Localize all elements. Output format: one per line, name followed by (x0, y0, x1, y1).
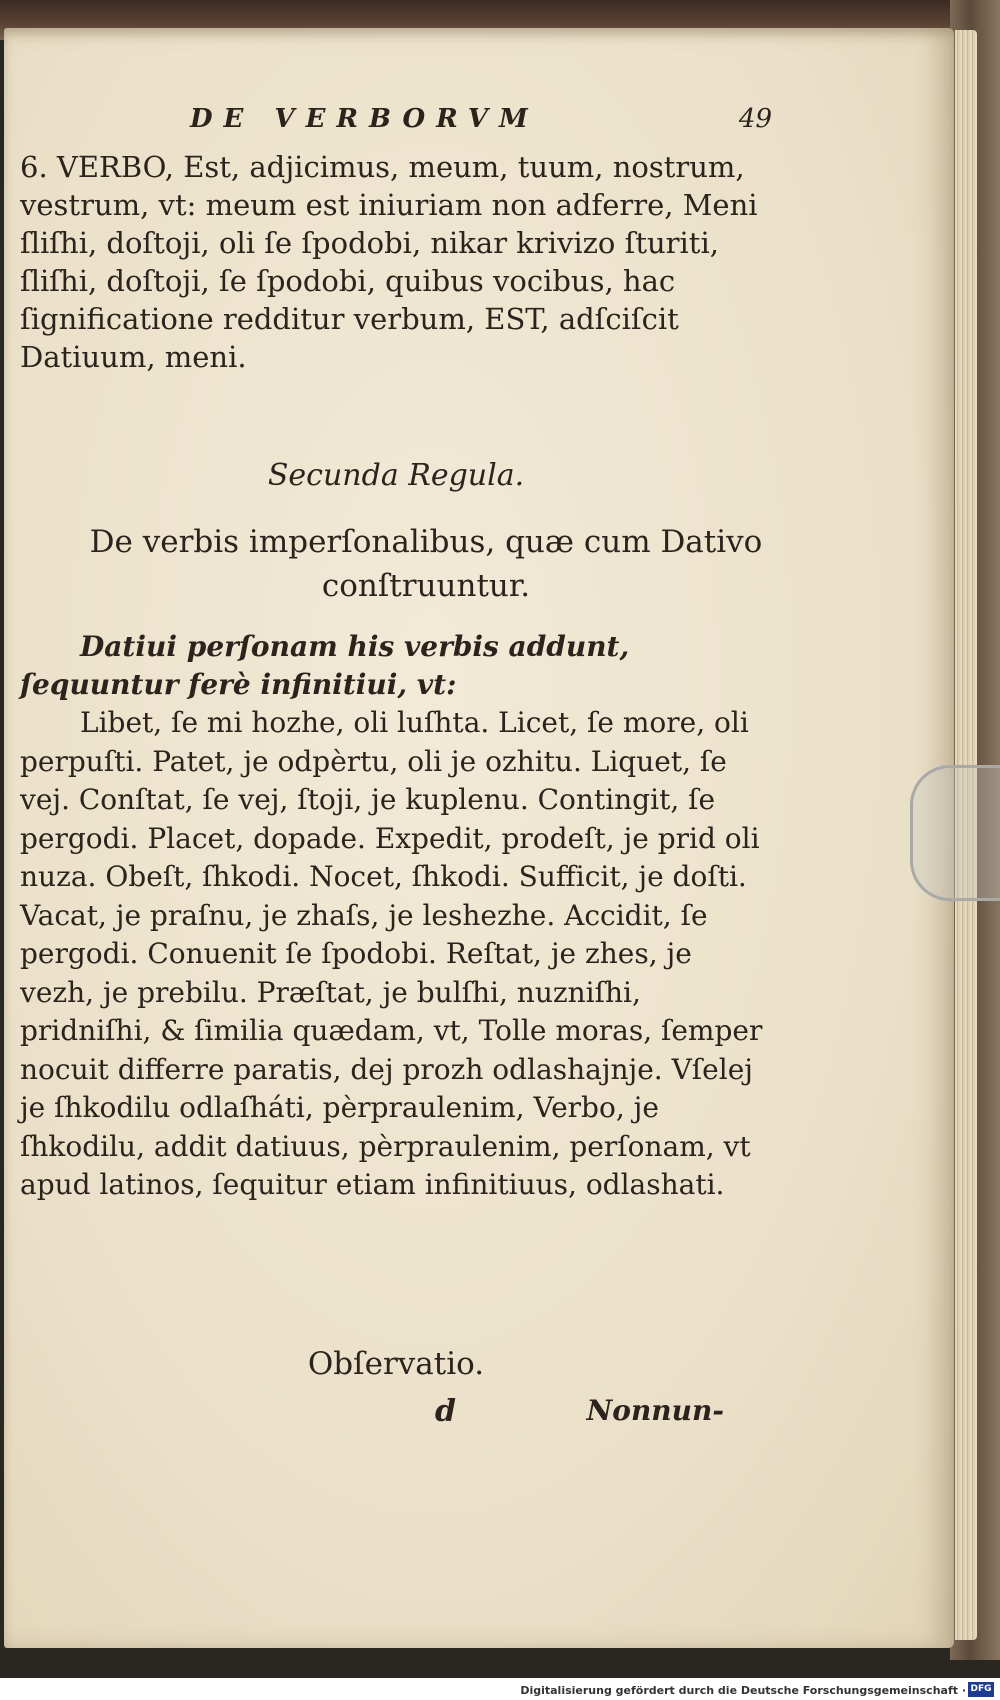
signature-mark: d (435, 1394, 456, 1429)
page-header (20, 104, 772, 144)
footer-bar (0, 1678, 1000, 1700)
paragraph-verbo-est: 6. VERBO, Est, adjicimus, meum, tuum, nostrum, vestrum, vt: meum est iniuriam non adferre, Meni ſliſhi, doſtoji, oli ſe ſpodobi, nikar krivizo ſturiti, ſliſhi, doſtoji, ſe ſpodobi, quibus vocibus, hac ſignificatione redditur verbum, EST, adſciſcit Datiuum, meni. (20, 150, 758, 374)
section-subtitle: De verbis imperſonalibus, quæ cum Dativo conſtruuntur. (89, 524, 763, 604)
dfg-logo: DFG (968, 1682, 994, 1697)
page-number: 49 (738, 104, 772, 134)
section-heading: Secunda Regula. (267, 458, 525, 493)
rule-body (20, 628, 772, 1205)
page-foot (20, 1394, 772, 1434)
footer-credit: Digitalisierung gefördert durch die Deutsche Forschungsgemeinschaft · (520, 1684, 966, 1697)
paragraph-datiui: Datiui perſonam his verbis addunt, ſequuntur ferè infinitiui, vt: (20, 630, 630, 701)
paragraph-verb-list: Libet, ſe mi hozhe, oli luſhta. Licet, ſe more, oli perpuſti. Patet, je odpèrtu, oli je ozhitu. Liquet, ſe vej. Conſtat, ſe vej, ſtoji, je kuplenu. Contingit, ſe pergodi. Placet, dopade. Expedit, prodeſt, je prid oli nuza. Obeſt, ſhkodi. Nocet, ſhkodi. Sufficit, je doſti. Vacat, je praſnu, je zhaſs, je leshezhe. Accidit, ſe pergodi. Conuenit ſe ſpodobi. Reſtat, je zhes, je vezh, je prebilu. Præſtat, je bulſhi, nuzniſhi, pridniſhi, & ſimilia quædam, vt, Tolle moras, ſemper nocuit differre paratis, dej prozh odlashajnje. Vſelej je ſhkodilu odlaſháti, pèrpraulenim, Verbo, je ſhkodilu, addit datiuus, pèrpraulenim, perſonam, vt apud latinos, ſequitur etiam infinitiuus, odlashati. (20, 706, 763, 1201)
observatio-heading: Obſervatio. (307, 1346, 485, 1382)
catchword: Nonnun- (586, 1394, 724, 1427)
running-head: DE VERBORVM (190, 104, 539, 134)
page-clip (910, 765, 1000, 901)
